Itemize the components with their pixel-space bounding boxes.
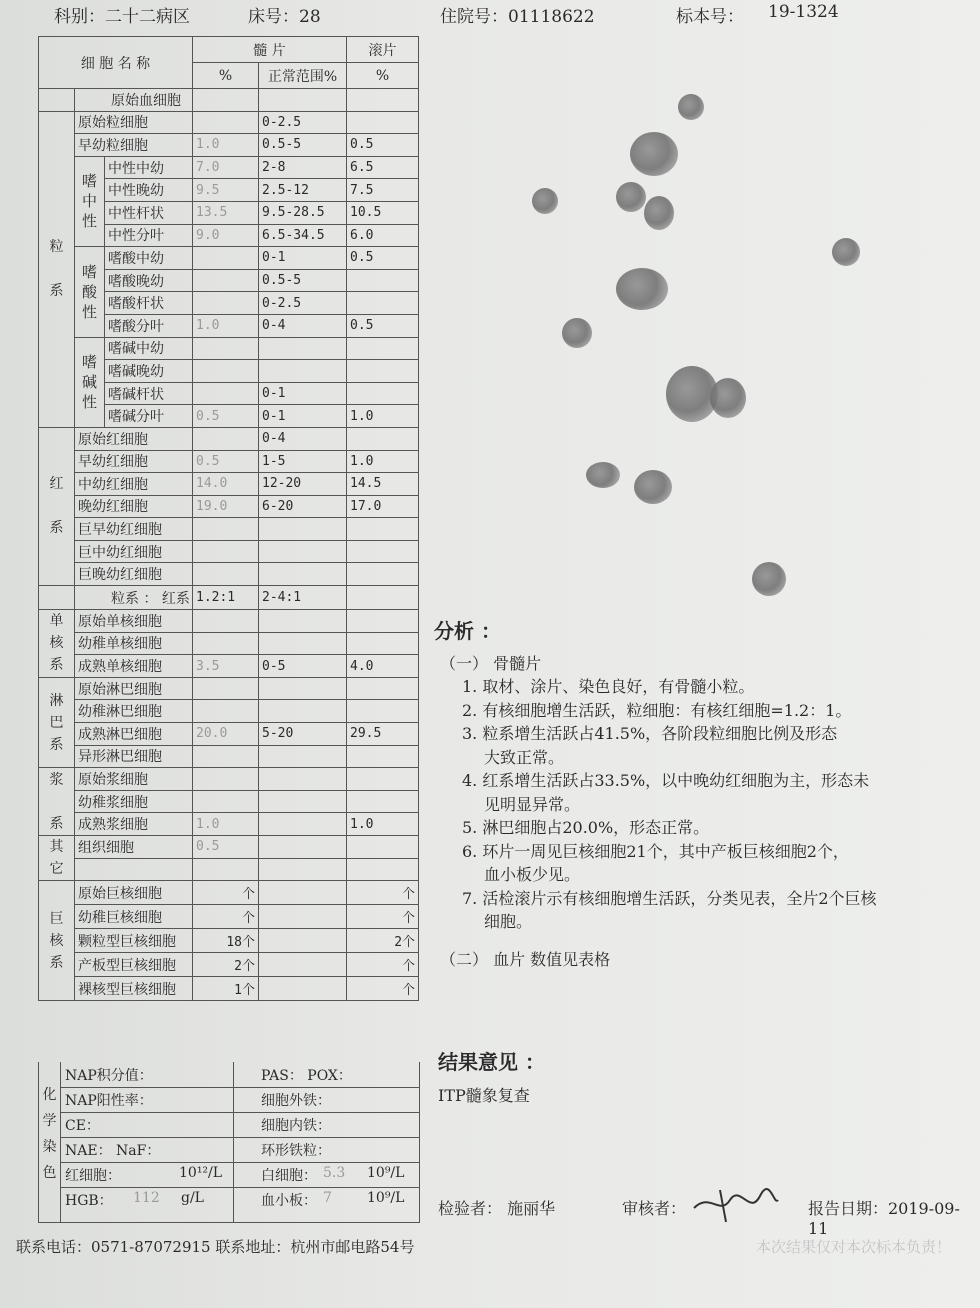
cell-roll-pct xyxy=(347,586,419,610)
analysis-sub1: （一） 骨髓片 xyxy=(440,653,542,673)
chemistry-stain-section xyxy=(38,1062,420,1223)
cell-marrow-pct: 1个 xyxy=(193,977,259,1001)
table-row xyxy=(39,858,419,881)
cell-roll-pct xyxy=(347,858,419,881)
cell-normal-range: 6-20 xyxy=(259,495,347,518)
col-header-pct: % xyxy=(193,63,259,89)
cell-normal-range xyxy=(259,632,347,655)
cell-roll-pct: 1.0 xyxy=(347,405,419,428)
cell-name: 嗜酸晚幼 xyxy=(105,269,193,292)
table-row xyxy=(39,134,419,157)
specimen-number: 19-1324 xyxy=(768,2,839,22)
cell-normal-range: 2-8 xyxy=(259,156,347,179)
cell-name: 原始粒细胞 xyxy=(75,111,193,134)
cell-roll-pct: 个 xyxy=(347,881,419,905)
cell-marrow-pct xyxy=(193,768,259,791)
analysis-item: 3. 粒系增生活跃占41.5%，各阶段粒细胞比例及形态 xyxy=(462,724,838,743)
plt-value: 7 xyxy=(323,1190,332,1206)
cell-name: 原始淋巴细胞 xyxy=(75,677,193,700)
cell-name: 早幼红细胞 xyxy=(75,450,193,473)
cell-normal-range: 0-2.5 xyxy=(259,292,347,315)
analysis-item: 4. 红系增生活跃占33.5%，以中晚幼红细胞为主，形态未 xyxy=(462,771,870,790)
cell-marrow-pct: 18个 xyxy=(193,929,259,953)
cell-roll-pct xyxy=(347,790,419,813)
cell-marrow-pct: 个 xyxy=(193,881,259,905)
table-row xyxy=(39,632,419,655)
plt-label: 血小板： xyxy=(261,1193,317,1209)
wbc-unit: 10⁹/L xyxy=(367,1165,405,1181)
cell-marrow-pct: 7.0 xyxy=(193,156,259,179)
group-other: 其 它 xyxy=(39,836,75,881)
cell-marrow-pct: 0.5 xyxy=(193,405,259,428)
cell-marrow-pct: 20.0 xyxy=(193,723,259,746)
analysis-section xyxy=(434,620,974,971)
cell-normal-range: 9.5-28.5 xyxy=(259,201,347,224)
cell-normal-range xyxy=(259,518,347,541)
cell-name: 巨中幼红细胞 xyxy=(75,540,193,563)
cell-roll-pct: 7.5 xyxy=(347,179,419,202)
subgroup-eos: 嗜 酸 性 xyxy=(75,247,105,337)
cell-normal-range: 2.5-12 xyxy=(259,179,347,202)
cell-name: 巨早幼红细胞 xyxy=(75,518,193,541)
group-plasma: 浆 系 xyxy=(39,768,75,836)
table-row xyxy=(39,610,419,633)
cell-marrow-pct: 1.0 xyxy=(193,134,259,157)
table-row xyxy=(39,586,419,610)
cell-normal-range: 12-20 xyxy=(259,473,347,496)
cell-roll-pct xyxy=(347,610,419,633)
result-section xyxy=(438,1046,545,1106)
cell-normal-range: 1-5 xyxy=(259,450,347,473)
table-row xyxy=(39,427,419,450)
cell-normal-range xyxy=(259,858,347,881)
cell-normal-range: 6.5-34.5 xyxy=(259,224,347,247)
tester: 检验者： 施丽华 xyxy=(438,1199,556,1218)
cell-normal-range: 0-2.5 xyxy=(259,111,347,134)
cell-normal-range xyxy=(259,89,347,112)
cell-roll-pct: 6.0 xyxy=(347,224,419,247)
cell-name: 早幼粒细胞 xyxy=(75,134,193,157)
table-row xyxy=(39,881,419,905)
table-row xyxy=(39,111,419,134)
cell-name: 嗜碱分叶 xyxy=(105,405,193,428)
col-header-marrow: 髓 片 xyxy=(193,37,347,63)
cell-roll-pct: 29.5 xyxy=(347,723,419,746)
cell-marrow-pct: 2个 xyxy=(193,953,259,977)
cell-marrow-pct xyxy=(193,610,259,633)
footer-contact: 联系电话：0571-87072915 联系地址：杭州市邮电路54号 xyxy=(16,1238,415,1256)
table-row xyxy=(39,953,419,977)
cell-marrow-pct: 1.2:1 xyxy=(193,586,259,610)
cell-name: 原始红细胞 xyxy=(75,427,193,450)
table-row xyxy=(39,905,419,929)
nap-rate: NAP阳性率： xyxy=(65,1093,153,1109)
col-header-name: 细 胞 名 称 xyxy=(39,37,193,89)
cell-roll-pct: 0.5 xyxy=(347,134,419,157)
cell-normal-range: 5-20 xyxy=(259,723,347,746)
analysis-item-cont: 细胞。 xyxy=(484,912,533,931)
table-row xyxy=(39,450,419,473)
cell-marrow-pct: 14.0 xyxy=(193,473,259,496)
hgb-unit: g/L xyxy=(181,1190,204,1206)
cell-normal-range xyxy=(259,610,347,633)
table-row xyxy=(39,977,419,1001)
cell-normal-range: 2-4:1 xyxy=(259,586,347,610)
analysis-sub2: （二） 血片 数值见表格 xyxy=(440,949,611,969)
cell-normal-range xyxy=(259,768,347,791)
analysis-item: 1. 取材、涂片、染色良好，有骨髓小粒。 xyxy=(462,677,755,696)
analysis-item-cont: 大致正常。 xyxy=(484,747,565,767)
reviewer-signature xyxy=(690,1186,780,1226)
cell-name: 成熟浆细胞 xyxy=(75,813,193,836)
cell-roll-pct: 1.0 xyxy=(347,450,419,473)
cell-normal-range xyxy=(259,977,347,1001)
cell-marrow-pct: 0.5 xyxy=(193,450,259,473)
cell-roll-pct xyxy=(347,836,419,859)
cell-normal-range xyxy=(259,905,347,929)
table-row xyxy=(39,790,419,813)
bed-number: 床号：28 xyxy=(248,7,321,27)
cell-roll-pct: 个 xyxy=(347,905,419,929)
cell-normal-range xyxy=(259,563,347,586)
table-row xyxy=(39,473,419,496)
col-header-roll-pct: % xyxy=(347,63,419,89)
nap-score: NAP积分值： xyxy=(65,1068,153,1084)
report-date: 报告日期：2019-09-11 xyxy=(808,1199,960,1238)
cell-roll-pct xyxy=(347,563,419,586)
cell-normal-range xyxy=(259,540,347,563)
cell-name: 中性中幼 xyxy=(105,156,193,179)
rbc-unit: 10¹²/L xyxy=(179,1165,223,1181)
cell-roll-pct: 4.0 xyxy=(347,655,419,678)
cell-name: 嗜酸中幼 xyxy=(105,247,193,270)
cell-normal-range: 0-4 xyxy=(259,427,347,450)
group-gran: 粒 系 xyxy=(39,111,75,427)
cell-normal-range: 0.5-5 xyxy=(259,269,347,292)
cell-marrow-pct: 1.0 xyxy=(193,813,259,836)
result-title: 结果意见 ： xyxy=(438,1050,545,1074)
cell-normal-range xyxy=(259,929,347,953)
cell-name: 嗜碱中幼 xyxy=(105,337,193,360)
cell-marrow-pct: 9.0 xyxy=(193,224,259,247)
cell-roll-pct: 0.5 xyxy=(347,247,419,270)
cell-name: 幼稚浆细胞 xyxy=(75,790,193,813)
analysis-item: 5. 淋巴细胞占20.0%，形态正常。 xyxy=(462,818,710,837)
cell-roll-pct: 个 xyxy=(347,953,419,977)
cell-name: 幼稚巨核细胞 xyxy=(75,905,193,929)
cell-normal-range xyxy=(259,813,347,836)
department: 科别：二十二病区 xyxy=(54,7,190,27)
reviewer: 审核者： xyxy=(622,1199,687,1218)
cell-roll-pct: 个 xyxy=(347,977,419,1001)
cell-marrow-pct xyxy=(193,745,259,768)
cell-marrow-pct: 9.5 xyxy=(193,179,259,202)
footer-note: 本次结果仅对本次标本负责！ xyxy=(756,1238,952,1256)
cell-marrow-pct xyxy=(193,360,259,383)
table-row xyxy=(39,723,419,746)
table-row xyxy=(39,247,419,270)
cell-roll-pct xyxy=(347,89,419,112)
cell-roll-pct xyxy=(347,360,419,383)
cell-marrow-pct xyxy=(193,382,259,405)
cell-name: 颗粒型巨核细胞 xyxy=(75,929,193,953)
cell-name: 原始单核细胞 xyxy=(75,610,193,633)
cell-roll-pct: 2个 xyxy=(347,929,419,953)
extracellular-iron: 细胞外铁： xyxy=(261,1093,331,1109)
cell-name: 组织细胞 xyxy=(75,836,193,859)
cell-roll-pct xyxy=(347,540,419,563)
cell-micrograph xyxy=(520,80,960,620)
ce-label: CE： xyxy=(65,1118,100,1134)
table-row xyxy=(39,518,419,541)
cell-name: 成熟单核细胞 xyxy=(75,655,193,678)
table-row xyxy=(39,563,419,586)
cell-normal-range xyxy=(259,700,347,723)
cell-roll-pct xyxy=(347,111,419,134)
cell-roll-pct: 0.5 xyxy=(347,314,419,337)
cell-roll-pct xyxy=(347,768,419,791)
cell-normal-range: 0-4 xyxy=(259,314,347,337)
cell-roll-pct xyxy=(347,292,419,315)
cell-name: 成熟淋巴细胞 xyxy=(75,723,193,746)
cell-roll-pct xyxy=(347,427,419,450)
analysis-title: 分析 ： xyxy=(434,619,501,643)
cell-marrow-pct xyxy=(193,269,259,292)
cell-roll-pct: 17.0 xyxy=(347,495,419,518)
rbc-label: 红细胞： xyxy=(65,1168,121,1184)
cell-name: 嗜碱晚幼 xyxy=(105,360,193,383)
table-row xyxy=(39,495,419,518)
subgroup-baso: 嗜 碱 性 xyxy=(75,337,105,427)
cell-roll-pct xyxy=(347,745,419,768)
cell-name: 中性晚幼 xyxy=(105,179,193,202)
analysis-item-cont: 见明显异常。 xyxy=(484,794,581,814)
intracellular-iron: 细胞内铁： xyxy=(261,1118,331,1134)
cell-normal-range xyxy=(259,790,347,813)
table-row xyxy=(39,655,419,678)
cell-normal-range xyxy=(259,677,347,700)
table-row xyxy=(39,677,419,700)
group-ery: 红 系 xyxy=(39,427,75,585)
table-row xyxy=(39,745,419,768)
group-mega: 巨 核 系 xyxy=(39,881,75,1001)
cell-name: 晚幼红细胞 xyxy=(75,495,193,518)
table-row xyxy=(39,700,419,723)
cell-roll-pct xyxy=(347,677,419,700)
cell-normal-range: 0-1 xyxy=(259,247,347,270)
cell-name: 粒系 ： 红系 xyxy=(75,586,193,610)
cell-name: 原始浆细胞 xyxy=(75,768,193,791)
cell-normal-range: 0-1 xyxy=(259,382,347,405)
cell-roll-pct: 14.5 xyxy=(347,473,419,496)
cell-roll-pct xyxy=(347,518,419,541)
cell-normal-range xyxy=(259,337,347,360)
analysis-item: 2. 有核细胞增生活跃，粒细胞：有核红细胞=1.2：1。 xyxy=(462,700,852,720)
cell-normal-range xyxy=(259,745,347,768)
cell-name: 中性杆状 xyxy=(105,201,193,224)
cell-marrow-pct xyxy=(193,790,259,813)
cell-name: 原始巨核细胞 xyxy=(75,881,193,905)
cell-marrow-pct xyxy=(193,89,259,112)
cell-normal-range xyxy=(259,881,347,905)
cell-marrow-pct xyxy=(193,677,259,700)
cell-normal-range xyxy=(259,360,347,383)
bone-marrow-table xyxy=(38,36,419,1001)
cell-name xyxy=(75,858,193,881)
cell-marrow-pct: 个 xyxy=(193,905,259,929)
cell-name: 中幼红细胞 xyxy=(75,473,193,496)
specimen-label: 标本号： xyxy=(676,7,744,27)
analysis-item: 6. 环片一周见巨核细胞21个，其中产板巨核细胞2个， xyxy=(462,841,849,861)
cell-name: 巨晚幼红细胞 xyxy=(75,563,193,586)
cell-marrow-pct xyxy=(193,292,259,315)
table-row xyxy=(39,337,419,360)
table-row xyxy=(39,929,419,953)
pas-pox: PAS： POX： xyxy=(261,1068,352,1084)
cell-name: 嗜酸分叶 xyxy=(105,314,193,337)
ring-sideroblast: 环形铁粒： xyxy=(261,1143,331,1159)
table-row xyxy=(39,768,419,791)
cell-marrow-pct: 1.0 xyxy=(193,314,259,337)
cell-marrow-pct: 3.5 xyxy=(193,655,259,678)
cell-marrow-pct: 0.5 xyxy=(193,836,259,859)
cell-marrow-pct xyxy=(193,427,259,450)
group-blank xyxy=(39,89,75,112)
table-row xyxy=(39,89,419,112)
table-row xyxy=(39,813,419,836)
cell-name: 产板型巨核细胞 xyxy=(75,953,193,977)
plt-unit: 10⁹/L xyxy=(367,1190,405,1206)
group-mono: 单 核 系 xyxy=(39,610,75,678)
analysis-item: 7. 活检滚片示有核细胞增生活跃，分类见表，全片2个巨核 xyxy=(462,888,877,908)
wbc-value: 5.3 xyxy=(323,1165,346,1181)
group-lymph: 淋 巴 系 xyxy=(39,677,75,767)
cell-normal-range: 0-5 xyxy=(259,655,347,678)
cell-marrow-pct xyxy=(193,518,259,541)
cell-marrow-pct xyxy=(193,540,259,563)
nae-naf: NAE： NaF： xyxy=(65,1143,161,1159)
cell-normal-range: 0-1 xyxy=(259,405,347,428)
cell-name: 幼稚淋巴细胞 xyxy=(75,700,193,723)
hgb-label: HGB： xyxy=(65,1193,113,1209)
cell-marrow-pct xyxy=(193,700,259,723)
table-row xyxy=(39,836,419,859)
cell-roll-pct xyxy=(347,269,419,292)
hgb-value: 112 xyxy=(133,1190,160,1206)
cell-marrow-pct xyxy=(193,858,259,881)
analysis-item-cont: 血小板少见。 xyxy=(484,865,581,884)
wbc-label: 白细胞： xyxy=(261,1168,317,1184)
table-row xyxy=(39,156,419,179)
col-header-roll: 滚片 xyxy=(347,37,419,63)
chem-side-label: 化 学 染 色 xyxy=(39,1062,61,1222)
cell-roll-pct: 10.5 xyxy=(347,201,419,224)
cell-normal-range xyxy=(259,953,347,977)
cell-marrow-pct xyxy=(193,337,259,360)
cell-roll-pct xyxy=(347,632,419,655)
subgroup-neut: 嗜 中 性 xyxy=(75,156,105,246)
cell-marrow-pct: 19.0 xyxy=(193,495,259,518)
cell-normal-range: 0.5-5 xyxy=(259,134,347,157)
cell-marrow-pct xyxy=(193,563,259,586)
cell-name: 嗜碱杆状 xyxy=(105,382,193,405)
table-row xyxy=(39,540,419,563)
cell-roll-pct: 6.5 xyxy=(347,156,419,179)
cell-roll-pct: 1.0 xyxy=(347,813,419,836)
cell-marrow-pct xyxy=(193,632,259,655)
cell-roll-pct xyxy=(347,382,419,405)
admission-number: 住院号：01118622 xyxy=(440,7,595,27)
cell-name: 幼稚单核细胞 xyxy=(75,632,193,655)
cell-marrow-pct: 13.5 xyxy=(193,201,259,224)
col-header-range: 正常范围% xyxy=(259,63,347,89)
cell-roll-pct xyxy=(347,700,419,723)
result-text: ITP髓象复查 xyxy=(438,1086,530,1105)
cell-marrow-pct xyxy=(193,247,259,270)
cell-name: 中性分叶 xyxy=(105,224,193,247)
report-header xyxy=(0,0,980,28)
cell-name: 嗜酸杆状 xyxy=(105,292,193,315)
cell-name: 原始血细胞 xyxy=(75,89,193,112)
group-blank xyxy=(39,586,75,610)
cell-name: 裸核型巨核细胞 xyxy=(75,977,193,1001)
cell-roll-pct xyxy=(347,337,419,360)
cell-normal-range xyxy=(259,836,347,859)
cell-marrow-pct xyxy=(193,111,259,134)
cell-name: 异形淋巴细胞 xyxy=(75,745,193,768)
